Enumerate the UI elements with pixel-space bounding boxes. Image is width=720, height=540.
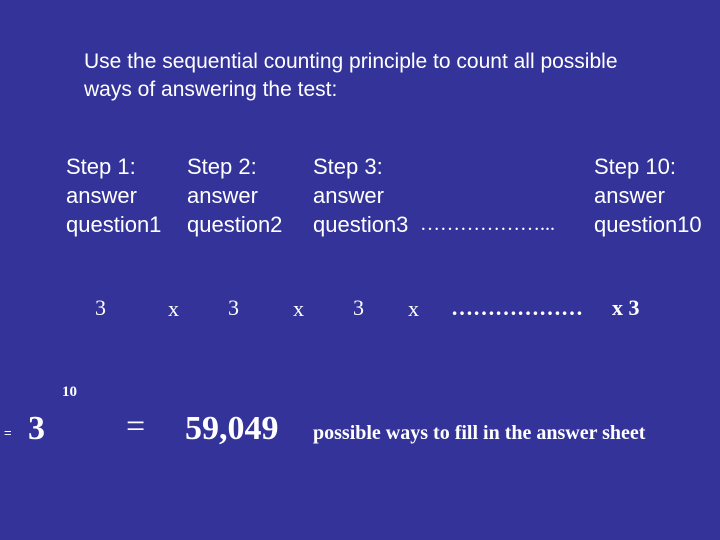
- times-sign-1: x: [168, 296, 179, 321]
- factor-1: 3: [95, 295, 106, 320]
- exponent: 10: [62, 384, 77, 400]
- times-sign-2: x: [293, 296, 304, 321]
- step-ellipsis: ………………...: [420, 213, 555, 235]
- step-title: Step 1:: [66, 154, 136, 179]
- step-target: question10: [594, 212, 702, 237]
- step-target: question1: [66, 212, 162, 237]
- step-2: [187, 152, 282, 239]
- step-action: answer: [594, 183, 665, 208]
- intro-line-1: Use the sequential counting principle to count all possible: [84, 50, 618, 73]
- step-target: question2: [187, 212, 283, 237]
- result-caption: possible ways to fill in the answer sheet: [313, 422, 646, 444]
- result-value: 59,049: [185, 410, 279, 447]
- step-1: [66, 152, 161, 239]
- intro-line-2: ways of answering the test:: [84, 78, 338, 101]
- last-factor: x 3: [612, 295, 640, 320]
- equals-sign: =: [126, 408, 146, 445]
- step-action: answer: [313, 183, 384, 208]
- multiplication-ellipsis: ………………: [451, 295, 583, 320]
- factor-2: 3: [228, 295, 239, 320]
- bullet-marker: =: [4, 425, 12, 440]
- intro-text: [84, 48, 618, 104]
- power-base: 3: [28, 410, 45, 447]
- step-3: [313, 152, 408, 239]
- times-sign-3: x: [408, 296, 419, 321]
- step-title: Step 3:: [313, 154, 383, 179]
- step-action: answer: [187, 183, 258, 208]
- step-action: answer: [66, 183, 137, 208]
- step-title: Step 10:: [594, 154, 676, 179]
- factor-3: 3: [353, 295, 364, 320]
- step-title: Step 2:: [187, 154, 257, 179]
- step-target: question3: [313, 212, 409, 237]
- step-10: [594, 152, 702, 239]
